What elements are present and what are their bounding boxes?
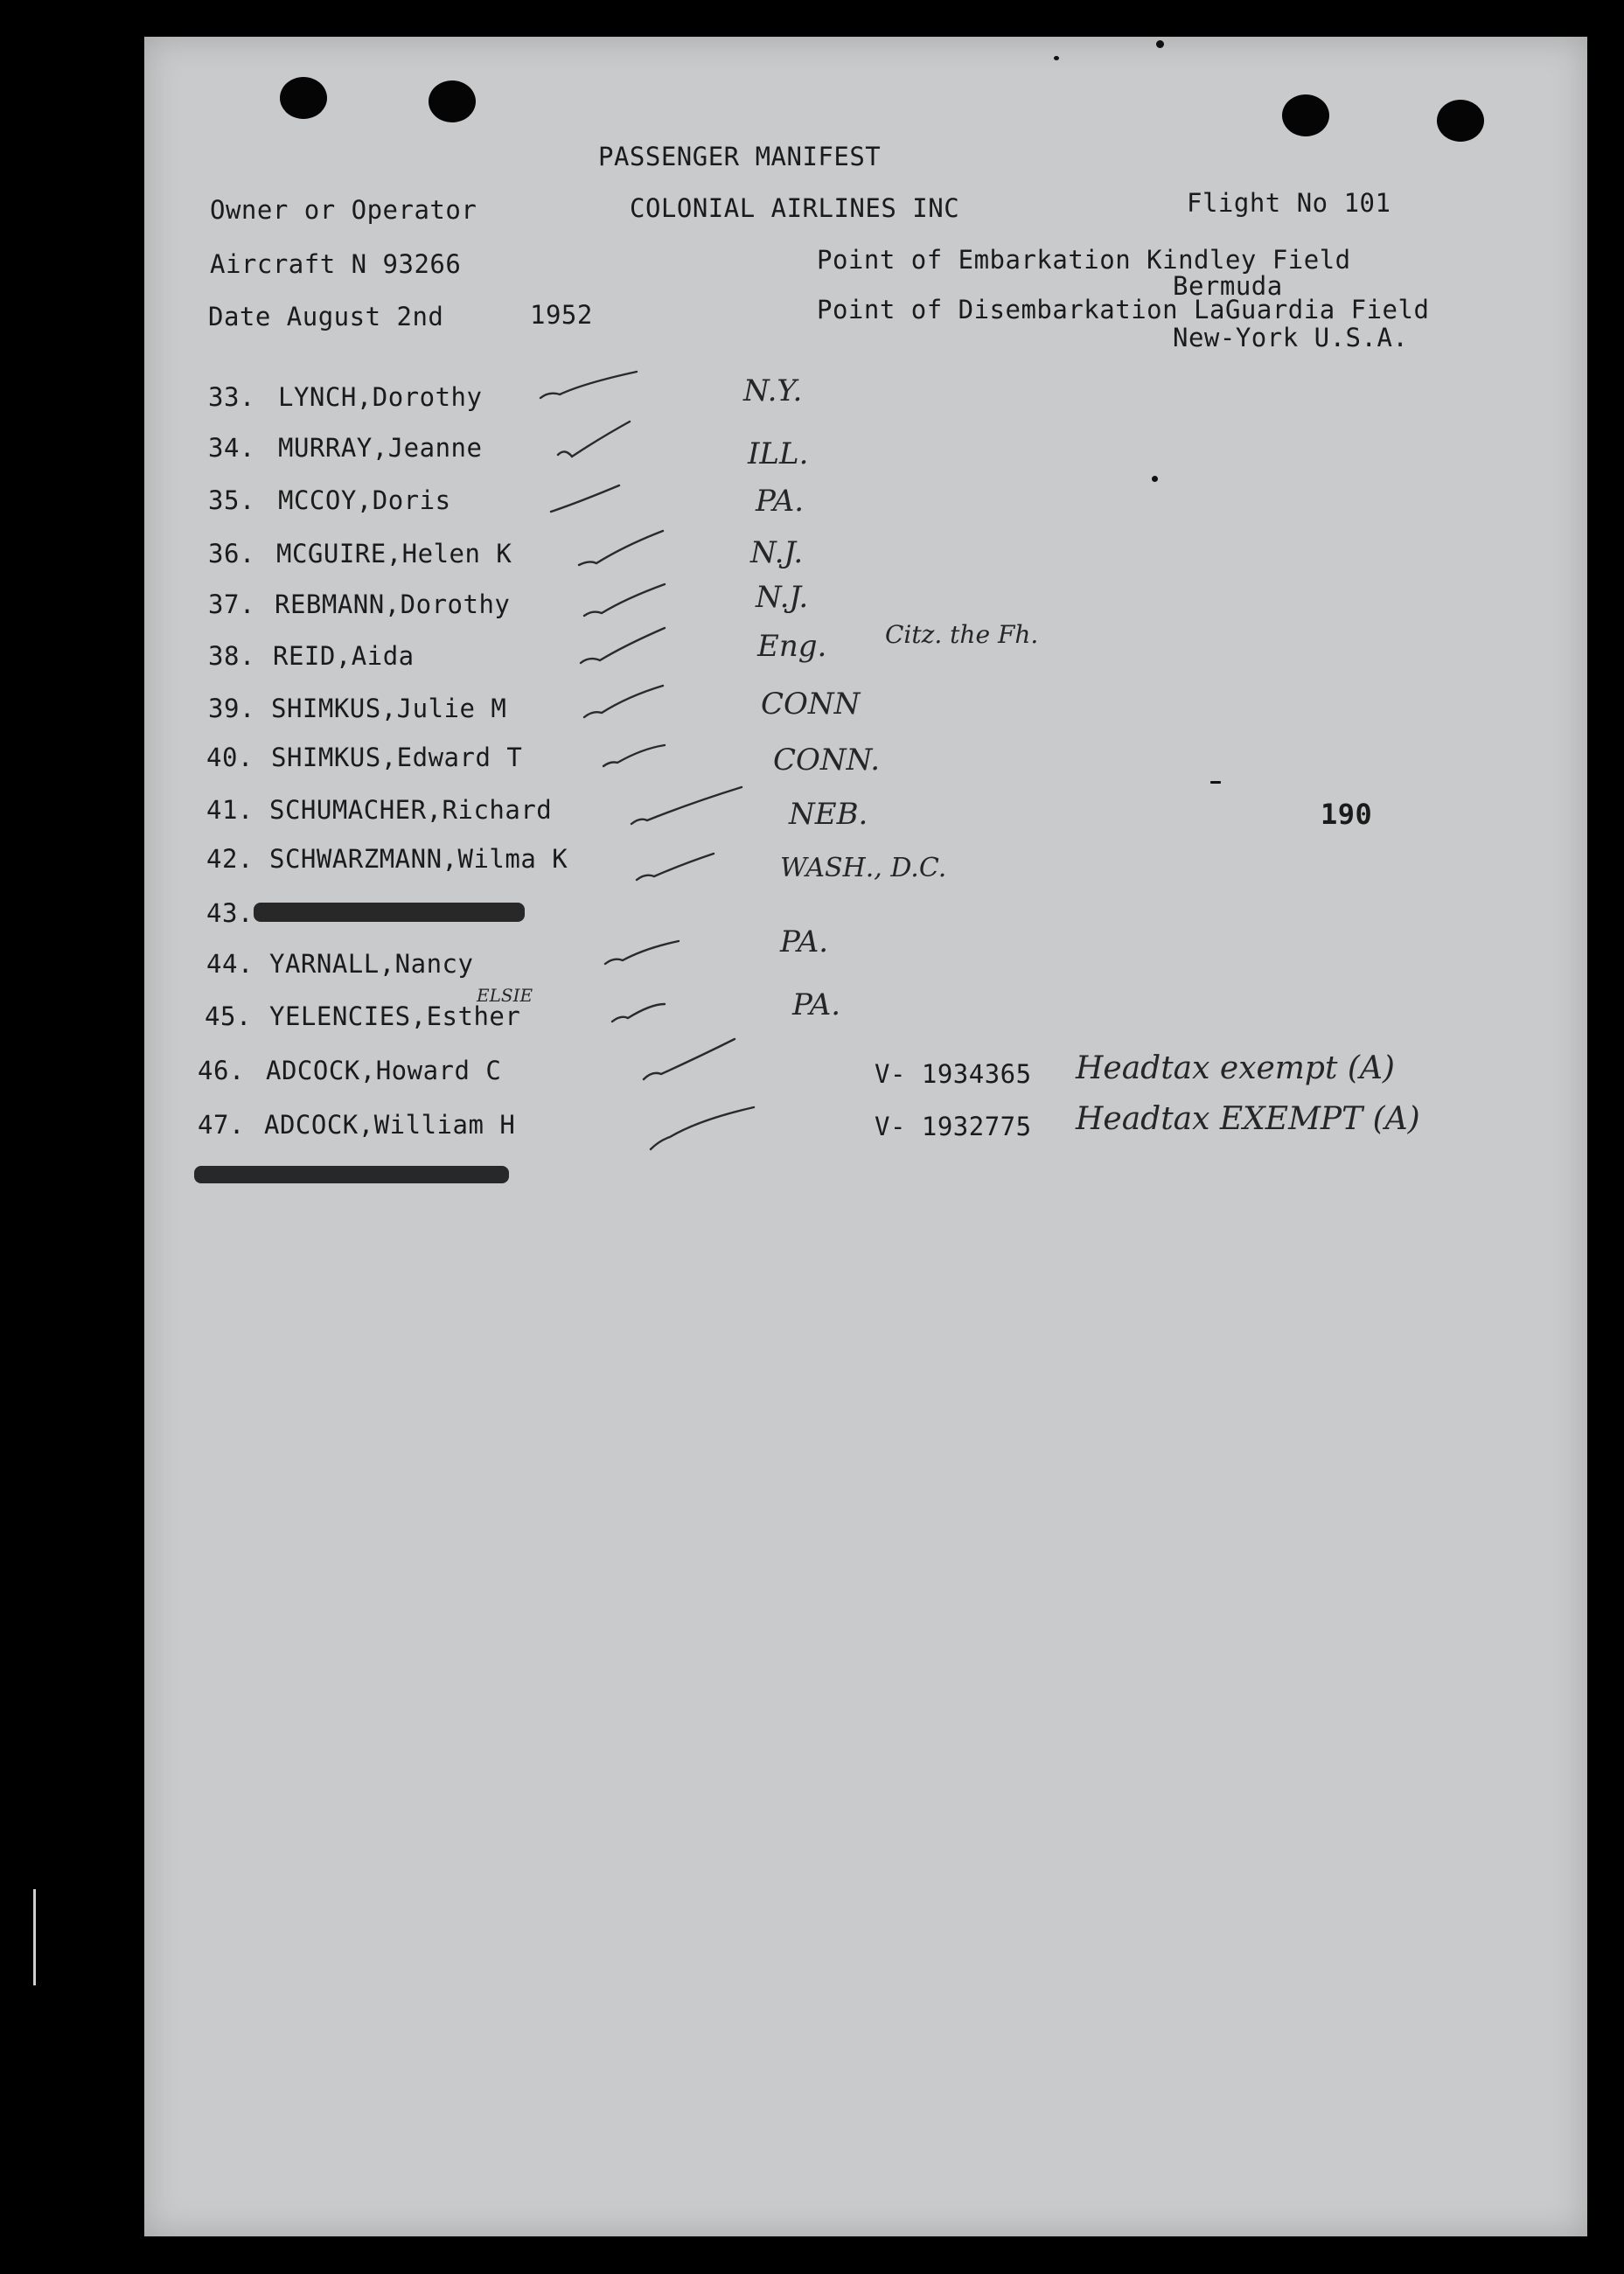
- aircraft-number: Aircraft N 93266: [210, 249, 462, 279]
- document-title: PASSENGER MANIFEST: [598, 142, 882, 171]
- name-correction: ELSIE: [477, 985, 533, 1006]
- struck-out-row: [194, 1166, 509, 1183]
- passenger-name: MURRAY,Jeanne: [278, 433, 483, 463]
- passenger-name: LYNCH,Dorothy: [278, 382, 483, 412]
- row-number: 43.: [206, 898, 254, 928]
- row-number: 46.: [198, 1056, 245, 1085]
- passenger-name: REID,Aida: [273, 641, 415, 671]
- row-number: 41.: [206, 795, 254, 825]
- state-note: N.J.: [756, 580, 809, 615]
- visa-number: V- 1934365: [875, 1059, 1032, 1089]
- ink-speck: [1210, 781, 1221, 784]
- row-number: 38.: [208, 641, 255, 671]
- state-note: PA.: [792, 987, 841, 1022]
- embarkation: Point of Embarkation Kindley Field: [817, 245, 1351, 275]
- disembarkation-place: New-York U.S.A.: [1173, 323, 1409, 352]
- row-number: 42.: [206, 844, 254, 874]
- punch-hole: [429, 80, 476, 122]
- embarkation-place: Bermuda: [1173, 271, 1283, 301]
- date-label: Date August 2nd: [208, 302, 444, 331]
- passenger-name: ADCOCK,William H: [264, 1110, 516, 1140]
- row-number: 44.: [206, 949, 254, 979]
- year: 1952: [530, 300, 593, 330]
- passenger-name: YELENCIES,Esther: [269, 1001, 521, 1031]
- state-note: N.Y.: [743, 373, 803, 408]
- row-number: 39.: [208, 694, 255, 723]
- row-number: 36.: [208, 539, 255, 568]
- passenger-name: ADCOCK,Howard C: [266, 1056, 502, 1085]
- ink-speck: [1152, 476, 1158, 482]
- passenger-name: YARNALL,Nancy: [269, 949, 474, 979]
- state-note: Eng.: [757, 629, 827, 664]
- row-number: 47.: [198, 1110, 245, 1140]
- operator-name: COLONIAL AIRLINES INC: [630, 193, 960, 223]
- film-edge-mark: [33, 1889, 36, 1985]
- row-number: 37.: [208, 589, 255, 619]
- row-number: 40.: [206, 743, 254, 772]
- passenger-name: SCHWARZMANN,Wilma K: [269, 844, 568, 874]
- punch-hole: [280, 77, 327, 119]
- ink-speck: [1054, 56, 1059, 60]
- row-number: 35.: [208, 485, 255, 515]
- passenger-name: SHIMKUS,Edward T: [271, 743, 523, 772]
- state-note: N.J.: [750, 535, 804, 570]
- state-note: CONN: [761, 687, 861, 722]
- punch-hole: [1437, 100, 1484, 142]
- disembarkation: Point of Disembarkation LaGuardia Field: [817, 295, 1430, 324]
- row-number: 33.: [208, 382, 255, 412]
- flight-number: Flight No 101: [1187, 188, 1391, 218]
- row-number: 34.: [208, 433, 255, 463]
- state-note: NEB.: [789, 797, 868, 832]
- citizenship-note: Citz. the Fh.: [885, 620, 1039, 649]
- punch-hole: [1282, 94, 1329, 136]
- page-number: 190: [1321, 798, 1373, 831]
- ink-speck: [1156, 40, 1164, 48]
- state-note: PA.: [756, 484, 805, 519]
- passenger-name: MCCOY,Doris: [278, 485, 451, 515]
- headtax-remark: Headtax exempt (A): [1076, 1050, 1395, 1086]
- passenger-name: MCGUIRE,Helen K: [276, 539, 512, 568]
- state-note: ILL.: [748, 436, 809, 471]
- visa-number: V- 1932775: [875, 1112, 1032, 1141]
- passenger-name: SCHUMACHER,Richard: [269, 795, 553, 825]
- headtax-remark: Headtax EXEMPT (A): [1076, 1101, 1420, 1137]
- struck-out-name: [254, 903, 525, 922]
- state-note: PA.: [780, 924, 829, 959]
- passenger-name: REBMANN,Dorothy: [275, 589, 511, 619]
- row-number: 45.: [205, 1001, 252, 1031]
- state-note: WASH., D.C.: [780, 853, 947, 883]
- passenger-name: SHIMKUS,Julie M: [271, 694, 507, 723]
- state-note: CONN.: [773, 743, 881, 778]
- owner-label: Owner or Operator: [210, 195, 477, 225]
